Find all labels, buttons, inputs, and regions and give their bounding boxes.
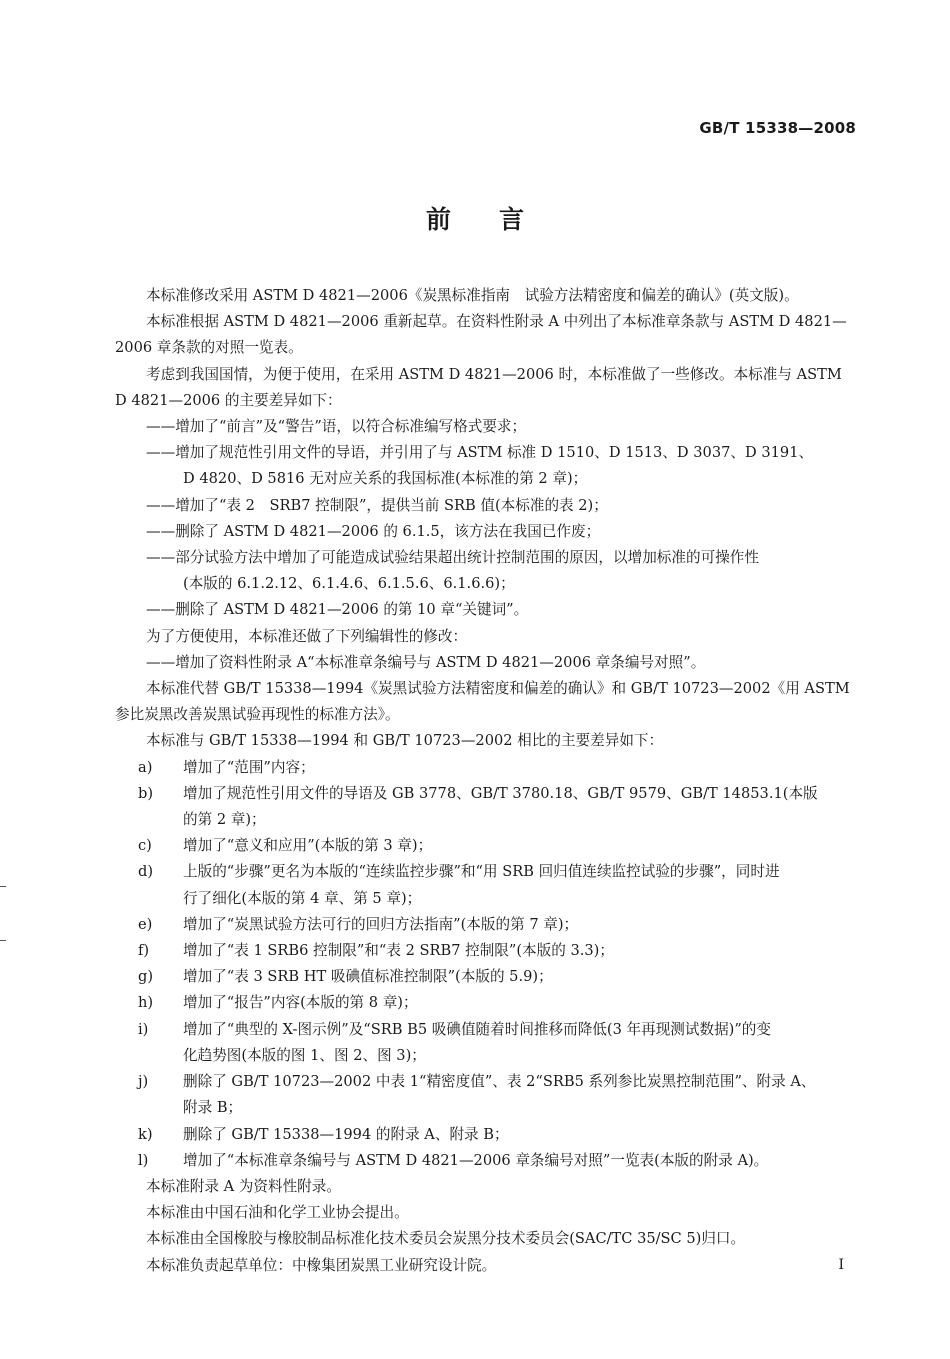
list-item bbox=[115, 1017, 857, 1043]
list-item bbox=[115, 781, 857, 807]
list-item-label: a) bbox=[138, 758, 153, 776]
list-item-text: 增加了“表 3 SRB HT 吸碘值标准控制限”(本版的 5.9)； bbox=[183, 968, 553, 986]
list-item-text: 上版的“步骤”更名为本版的“连续监控步骤”和“用 SRB 回归值连续监控试验的步骤”，同时进 bbox=[183, 863, 780, 881]
list-item-label: l) bbox=[138, 1151, 149, 1169]
list-item-continuation: D 4820、D 5816 无对应关系的我国标准(本标准的第 2 章)； bbox=[183, 470, 588, 488]
paragraph: 本标准根据 ASTM D 4821—2006 重新起草。在资料性附录 A 中列出了本标准章条款与 ASTM D 4821—2006 章条款的对照一览表。 bbox=[115, 313, 847, 357]
list-item: ——增加了规范性引用文件的导语，并引用了与 ASTM 标准 D 1510、D 1513、D 3037、D 3191、 bbox=[146, 444, 814, 462]
list-item-text: 增加了“典型的 X-图示例”及“SRB B5 吸碘值随着时间推移而降低(3 年再现测试数据)”的变 bbox=[183, 1020, 771, 1038]
list-item-text: 增加了“报告”内容(本版的第 8 章)； bbox=[183, 994, 418, 1012]
list-item: ——部分试验方法中增加了可能造成试验结果超出统计控制范围的原因，以增加标准的可操作性 bbox=[146, 549, 759, 567]
list-item-label: i) bbox=[138, 1020, 149, 1038]
list-item bbox=[115, 938, 857, 964]
list-item: ——删除了 ASTM D 4821—2006 的第 10 章“关键词”。 bbox=[146, 601, 529, 619]
list-item bbox=[115, 1069, 857, 1095]
list-item-text: 删除了 GB/T 10723—2002 中表 1“精密度值”、表 2“SRB5 系列参比炭黑控制范围”、附录 A、 bbox=[183, 1073, 816, 1091]
standard-number: GB/T 15338—2008 bbox=[699, 119, 856, 137]
list-item-text: 增加了“意义和应用”(本版的第 3 章)； bbox=[183, 837, 433, 855]
page-title: 前言 bbox=[425, 205, 572, 234]
list-item-label: j) bbox=[138, 1073, 149, 1091]
list-item bbox=[115, 859, 857, 885]
page-number: I bbox=[838, 1257, 844, 1273]
paragraph: 本标准由全国橡胶与橡胶制品标准化技术委员会炭黑分技术委员会(SAC/TC 35/SC 5)归口。 bbox=[146, 1230, 746, 1248]
list-item-label: h) bbox=[138, 994, 154, 1012]
list-item: ——增加了“表 2 SRB7 控制限”，提供当前 SRB 值(本标准的表 2)； bbox=[146, 496, 608, 514]
list-item-continuation: 行了细化(本版的第 4 章、第 5 章)； bbox=[183, 889, 422, 907]
list-item-text: 增加了“表 1 SRB6 控制限”和“表 2 SRB7 控制限”(本版的 3.3)； bbox=[183, 942, 614, 960]
document-body bbox=[115, 283, 857, 1279]
list-item bbox=[115, 1122, 857, 1148]
list-item-text: 删除了 GB/T 15338—1994 的附录 A、附录 B； bbox=[183, 1125, 509, 1143]
paragraph: 本标准与 GB/T 15338—1994 和 GB/T 10723—2002 相比的主要差异如下： bbox=[146, 732, 664, 750]
list-item: ——增加了“前言”及“警告”语，以符合标准编写格式要求； bbox=[146, 418, 527, 436]
list-item-label: c) bbox=[138, 837, 152, 855]
list-item-label: e) bbox=[138, 915, 153, 933]
list-item: ——删除了 ASTM D 4821—2006 的 6.1.5，该方法在我国已作废； bbox=[146, 522, 601, 540]
paragraph: 考虑到我国国情，为便于使用，在采用 ASTM D 4821—2006 时，本标准做了一些修改。本标准与 ASTM D 4821—2006 的主要差异如下： bbox=[115, 365, 842, 409]
list-item bbox=[115, 755, 857, 781]
scan-mark bbox=[0, 886, 6, 887]
list-item bbox=[115, 912, 857, 938]
list-item-continuation: (本版的 6.1.2.12、6.1.4.6、6.1.5.6、6.1.6.6)； bbox=[183, 575, 515, 593]
paragraph: 本标准由中国石油和化学工业协会提出。 bbox=[146, 1204, 409, 1222]
list-item: ——增加了资料性附录 A“本标准章条编号与 ASTM D 4821—2006 章条编号对照”。 bbox=[146, 653, 706, 671]
list-item-label: b) bbox=[138, 784, 154, 802]
list-item-text: 增加了“范围”内容； bbox=[183, 758, 315, 776]
paragraph: 本标准负责起草单位：中橡集团炭黑工业研究设计院。 bbox=[146, 1256, 497, 1274]
list-item-label: g) bbox=[138, 968, 154, 986]
list-item-text: 增加了“本标准章条编号与 ASTM D 4821—2006 章条编号对照”一览表(本版的附录 A)。 bbox=[183, 1151, 769, 1169]
list-item bbox=[115, 964, 857, 990]
list-item-continuation: 化趋势图(本版的图 1、图 2、图 3)； bbox=[183, 1046, 426, 1064]
list-item-continuation: 附录 B； bbox=[183, 1099, 243, 1117]
list-item-text: 增加了规范性引用文件的导语及 GB 3778、GB/T 3780.18、GB/T 9579、GB/T 14853.1(本版 bbox=[183, 784, 818, 802]
paragraph: 本标准修改采用 ASTM D 4821—2006《炭黑标准指南 试验方法精密度和偏差的确认》(英文版)。 bbox=[146, 287, 799, 304]
paragraph: 本标准附录 A 为资料性附录。 bbox=[146, 1177, 341, 1195]
list-item-text: 增加了“炭黑试验方法可行的回归方法指南”(本版的第 7 章)； bbox=[183, 915, 579, 933]
scan-mark bbox=[0, 940, 6, 941]
list-item bbox=[115, 990, 857, 1016]
list-item-label: k) bbox=[138, 1125, 153, 1143]
paragraph: 为了方便使用，本标准还做了下列编辑性的修改： bbox=[146, 627, 468, 645]
list-item bbox=[115, 833, 857, 859]
list-item-continuation: 的第 2 章)； bbox=[183, 811, 266, 829]
list-item bbox=[115, 1148, 857, 1174]
paragraph: 本标准代替 GB/T 15338—1994《炭黑试验方法精密度和偏差的确认》和 GB/T 10723—2002《用 ASTM 参比炭黑改善炭黑试验再现性的标准方法》。 bbox=[115, 680, 850, 724]
differences-list bbox=[115, 755, 857, 1174]
list-item-label: f) bbox=[138, 942, 150, 960]
list-item-label: d) bbox=[138, 863, 154, 881]
